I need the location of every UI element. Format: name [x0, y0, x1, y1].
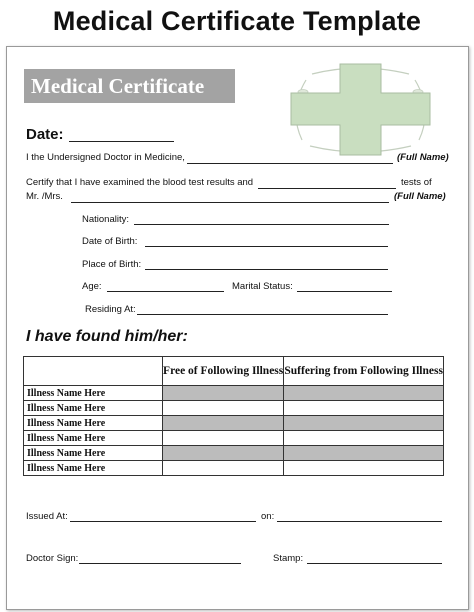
doctor-sign-line[interactable]	[79, 563, 241, 564]
suffering-cell[interactable]	[284, 401, 444, 416]
suffering-cell[interactable]	[284, 461, 444, 476]
patient-name-line[interactable]	[71, 202, 389, 203]
illness-name-cell: Illness Name Here	[24, 461, 163, 476]
nationality-label: Nationality:	[82, 214, 129, 225]
table-header-blank	[24, 357, 163, 386]
dob-label: Date of Birth:	[82, 236, 138, 247]
page-title: Medical Certificate Template	[52, 6, 422, 36]
nationality-line[interactable]	[134, 224, 389, 225]
suffering-cell[interactable]	[284, 446, 444, 461]
tests-of-label: tests of	[401, 177, 432, 188]
residing-label: Residing At:	[85, 304, 136, 315]
free-of-cell[interactable]	[163, 401, 284, 416]
table-row	[24, 386, 444, 401]
marital-status-label: Marital Status:	[232, 281, 293, 292]
pob-line[interactable]	[145, 269, 388, 270]
illness-name-cell: Illness Name Here	[24, 416, 163, 431]
found-heading: I have found him/her:	[26, 328, 188, 345]
free-of-illness-header: Free of Following Illness	[163, 357, 284, 386]
illness-table	[23, 356, 444, 476]
residing-line[interactable]	[137, 314, 388, 315]
pob-label: Place of Birth:	[82, 259, 142, 270]
suffering-cell[interactable]	[284, 416, 444, 431]
medical-cross-icon	[282, 60, 439, 158]
illness-name-cell: Illness Name Here	[24, 386, 163, 401]
doctor-sign-label: Doctor Sign:	[26, 553, 79, 564]
free-of-cell[interactable]	[163, 386, 284, 401]
certificate-banner: Medical Certificate	[24, 69, 235, 103]
date-line[interactable]	[69, 141, 174, 142]
full-name-hint: (Full Name)	[397, 152, 449, 163]
tests-line[interactable]	[258, 188, 396, 189]
free-of-cell[interactable]	[163, 431, 284, 446]
table-row	[24, 416, 444, 431]
date-label: Date:	[26, 126, 64, 143]
illness-name-cell: Illness Name Here	[24, 446, 163, 461]
free-of-cell[interactable]	[163, 416, 284, 431]
table-row	[24, 401, 444, 416]
dob-line[interactable]	[145, 246, 388, 247]
table-row	[24, 446, 444, 461]
suffering-cell[interactable]	[284, 386, 444, 401]
on-label: on:	[261, 511, 275, 522]
marital-status-line[interactable]	[297, 291, 392, 292]
issued-at-line[interactable]	[70, 521, 256, 522]
doctor-name-line[interactable]	[187, 163, 393, 164]
certify-label: Certify that I have examined the blood test results and	[26, 177, 254, 188]
patient-full-name-hint: (Full Name)	[394, 191, 446, 202]
suffering-illness-header: Suffering from Following Illness	[284, 357, 444, 386]
illness-name-cell: Illness Name Here	[24, 431, 163, 446]
illness-name-cell: Illness Name Here	[24, 401, 163, 416]
free-of-cell[interactable]	[163, 461, 284, 476]
age-line[interactable]	[107, 291, 224, 292]
table-row	[24, 431, 444, 446]
mr-mrs-label: Mr. /Mrs.	[26, 191, 63, 202]
stamp-line[interactable]	[307, 563, 442, 564]
stamp-label: Stamp:	[273, 553, 304, 564]
suffering-cell[interactable]	[284, 431, 444, 446]
free-of-cell[interactable]	[163, 446, 284, 461]
undersigned-label: I the Undersigned Doctor in Medicine,	[26, 152, 185, 163]
table-row	[24, 461, 444, 476]
table-header-row	[24, 357, 444, 386]
age-label: Age:	[82, 281, 102, 292]
issued-at-label: Issued At:	[26, 511, 68, 522]
issue-date-line[interactable]	[277, 521, 442, 522]
